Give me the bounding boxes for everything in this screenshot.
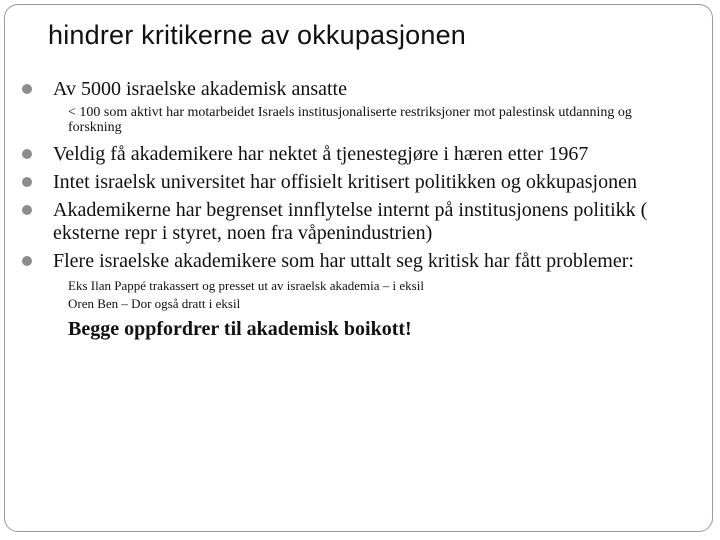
bullet-dot-icon: [22, 149, 32, 159]
bullet-text: Flere israelske akademikere som har uttalt seg kritisk har fått problemer:: [53, 250, 634, 272]
bullet-item: [20, 78, 680, 101]
bullet-dot-icon: [22, 84, 32, 94]
bullet-dot-icon: [22, 177, 32, 187]
bullet-text: Av 5000 israelske akademisk ansatte: [53, 78, 347, 100]
bullet-text: Akademikerne har begrenset innflytelse internt på institusjonens politikk ( eksterne repr i styret, noen fra våpenindustrien): [53, 199, 648, 244]
slide-title: hindrer kritikerne av okkupasjonen: [48, 20, 467, 50]
bullet-item: [20, 199, 680, 245]
bullet-item: [20, 250, 680, 273]
bullet-text: Intet israelsk universitet har offisielt kritisert politikken og okkupasjonen: [53, 171, 637, 193]
example-line: Oren Ben – Dor også dratt i eksil: [68, 296, 241, 311]
slide-content: [20, 78, 680, 341]
bullet-text: Veldig få akademikere har nektet å tjenestegjøre i hæren etter 1967: [53, 143, 589, 165]
example-line: Eks Ilan Pappé trakassert og presset ut av israelsk akademia – i eksil: [68, 278, 424, 293]
bullet-dot-icon: [22, 205, 32, 215]
bullet-item: [20, 143, 680, 166]
conclusion-text: Begge oppfordrer til akademisk boikott!: [68, 318, 412, 340]
bullet-dot-icon: [22, 256, 32, 266]
bullet-item: [20, 171, 680, 194]
sub-point: < 100 som aktivt har motarbeidet Israels institusjonaliserte restriksjoner mot palestinsk utdanning og forskning: [68, 105, 632, 135]
